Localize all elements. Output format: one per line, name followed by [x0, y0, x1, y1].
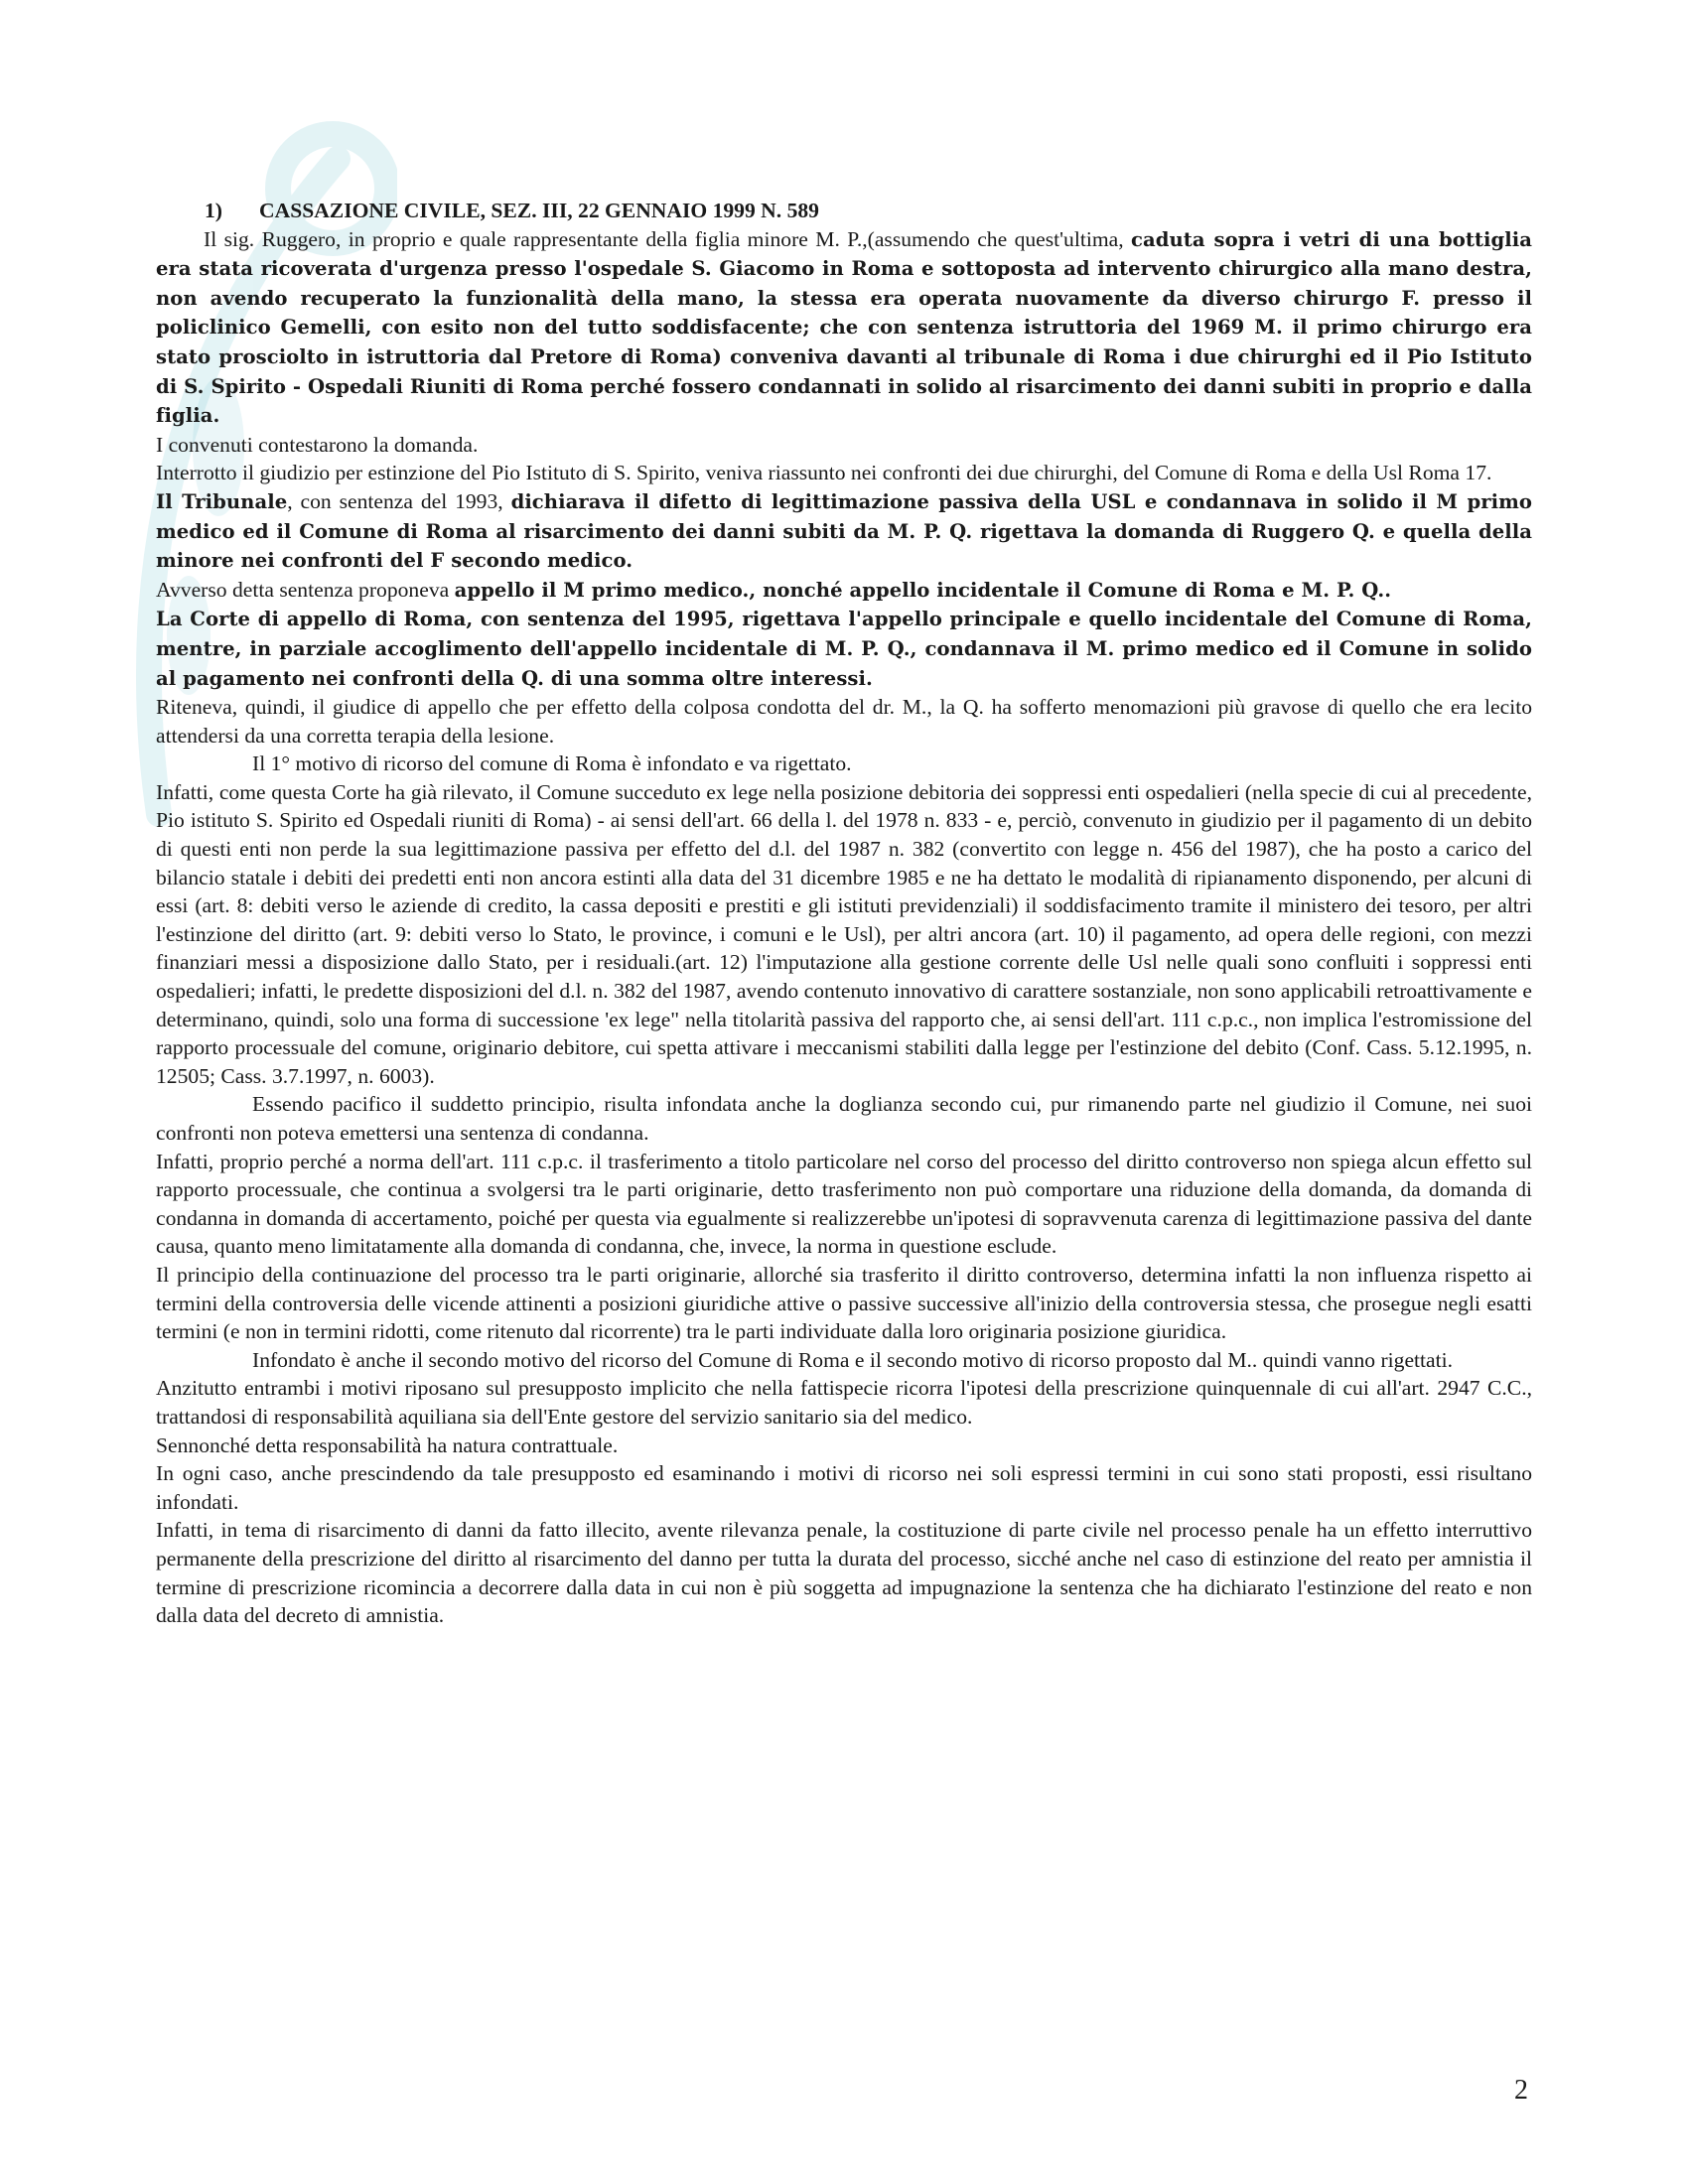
- document-page: [156, 197, 1532, 1630]
- paragraph: [156, 693, 1532, 750]
- text-run: Sennonché detta responsabilità ha natura contrattuale.: [156, 1433, 619, 1457]
- bold-text-run: La Corte di appello di Roma, con sentenza del 1995, rigettava l'appello principale e quello incidentale del Comune di Roma, mentre, in parziale accoglimento dell'appello incidentale di M. P. Q., condannava il M. primo medico ed il Comune in solido al pagamento nei confronti della Q. di una somma oltre interessi.: [156, 608, 1532, 690]
- text-run: Il principio della continuazione del processo tra le parti originarie, allorché sia trasferito il diritto controverso, determina infatti la non influenza rispetto ai termini della controversia delle vicende attinenti a posizioni giuridiche attive o passive successive all'inizio della controversia stessa, che prosegue negli esatti termini (e non in termini ridotti, come ritenuto dal ricorrente) tra le parti individuate dalla loro originaria posizione giuridica.: [156, 1262, 1532, 1344]
- text-run: , con sentenza del 1993,: [287, 488, 511, 513]
- bold-text-run: appello il M primo medico., nonché appello incidentale il Comune di Roma e M. P. Q..: [454, 578, 1392, 602]
- text-run: I convenuti contestarono la domanda.: [156, 432, 479, 457]
- paragraph: [156, 576, 1532, 606]
- bold-text-run: Il Tribunale: [156, 489, 288, 513]
- paragraph: [156, 487, 1532, 576]
- paragraph: [156, 1261, 1532, 1346]
- text-run: Essendo pacifico il suddetto principio, risulta infondata anche la doglianza secondo cui, pur rimanendo parte nel giudizio il Comune, nei suoi confronti non poteva emettersi una sentenza di condanna.: [156, 1092, 1532, 1145]
- paragraph: [156, 1432, 1532, 1460]
- text-run: Interrotto il giudizio per estinzione del Pio Istituto di S. Spirito, veniva riassunto nei confronti dei due chirurghi, del Comune di Roma e della Usl Roma 17.: [156, 461, 1492, 485]
- text-run: Avverso detta sentenza proponeva: [156, 577, 455, 602]
- paragraph: [156, 1148, 1532, 1261]
- text-run: In ogni caso, anche prescindendo da tale presupposto ed esaminando i motivi di ricorso nei soli espressi termini in cui sono stati proposti, essi risultano infondati.: [156, 1461, 1532, 1514]
- paragraph: [156, 1374, 1532, 1431]
- paragraph: [156, 778, 1532, 1091]
- document-body: [156, 225, 1532, 1630]
- text-run: Il 1° motivo di ricorso del comune di Roma è infondato e va rigettato.: [252, 751, 852, 776]
- paragraph: [156, 431, 1532, 460]
- title-text: CASSAZIONE CIVILE, SEZ. III, 22 GENNAIO 1999 N. 589: [259, 199, 819, 222]
- paragraph: [156, 1090, 1532, 1147]
- text-run: Infondato è anche il secondo motivo del ricorso del Comune di Roma e il secondo motivo di ricorso proposto dal M.. quindi vanno rigettati.: [252, 1347, 1454, 1372]
- title-number: 1): [205, 199, 222, 222]
- paragraph: [156, 605, 1532, 693]
- text-run: Riteneva, quindi, il giudice di appello che per effetto della colposa condotta del dr. M., la Q. ha sofferto menomazioni più gravose di quello che era lecito attendersi da una corretta terapia della lesione.: [156, 695, 1532, 748]
- paragraph: [156, 1459, 1532, 1516]
- document-title: [156, 197, 1532, 225]
- page-number: 2: [1514, 2075, 1528, 2106]
- paragraph: [156, 459, 1532, 487]
- text-run: Anzitutto entrambi i motivi riposano sul presupposto implicito che nella fattispecie ricorra l'ipotesi della prescrizione quinquennale di cui all'art. 2947 C.C., trattandosi di responsabilità aquiliana sia dell'Ente gestore del servizio sanitario sia del medico.: [156, 1376, 1532, 1429]
- paragraph: [156, 225, 1532, 431]
- bold-text-run: caduta sopra i vetri di una bottiglia era stata ricoverata d'urgenza presso l'ospedale S. Giacomo in Roma e sottoposta ad intervento chirurgico alla mano destra, non avendo recuperato la funzionalità della mano, la stessa era operata nuovamente da diverso chirurgo F. presso il policlinico Gemelli, con esito non del tutto soddisfacente; che con sentenza istruttoria del 1969 M. il primo chirurgo era stato prosciolto in istruttoria dal Pretore di Roma) conveniva davanti al tribunale di Roma i due chirurghi ed il Pio Istituto di S. Spirito - Ospedali Riuniti di Roma perché fossero condannati in solido al risarcimento dei danni subiti in proprio e dalla figlia.: [156, 227, 1532, 428]
- text-run: Infatti, come questa Corte ha già rilevato, il Comune succeduto ex lege nella posizione debitoria dei soppressi enti ospedalieri (nella specie di cui al precedente, Pio istituto S. Spirito ed Ospedali riuniti di Roma) - ai sensi dell'art. 66 della l. del 1978 n. 833 - e, perciò, convenuto in giudizio per il pagamento di un debito di questi enti non perde la sua legittimazione passiva per effetto del d.l. del 1987 n. 382 (convertito con legge n. 456 del 1987), che ha posto a carico del bilancio statale i debiti dei predetti enti non ancora estinti alla data del 31 dicembre 1985 e ne ha dettato le modalità di ripianamento disponendo, per alcuni di essi (art. 8: debiti verso le aziende di credito, la cassa depositi e prestiti e gli istituti previdenziali) il soddisfacimento tramite il ministero dei tesoro, per altri l'estinzione del diritto (art. 9: debiti verso lo Stato, le province, i comuni e le Usl), per altri ancora (art. 10) il pagamento, ad opera delle regioni, con mezzi finanziari messi a disposizione dallo Stato, per i residuali.(art. 12) l'imputazione alla gestione corrente delle Usl nelle quali sono confluiti i soppressi enti ospedalieri; infatti, le predette disposizioni del d.l. n. 382 del 1987, avendo contenuto innovativo di carattere sostanziale, non sono applicabili retroattivamente e determinano, quindi, solo una forma di successione 'ex lege" nella titolarità passiva del rapporto che, ai sensi dell'art. 111 c.p.c., non implica l'estromissione del rapporto processuale del comune, originario debitore, cui spetta attivare i meccanismi stabiliti dalla legge per l'estinzione del debito (Conf. Cass. 5.12.1995, n. 12505; Cass. 3.7.1997, n. 6003).: [156, 779, 1532, 1088]
- text-run: Infatti, in tema di risarcimento di danni da fatto illecito, avente rilevanza penale, la costituzione di parte civile nel processo penale ha un effetto interruttivo permanente della prescrizione del diritto al risarcimento del danno per tutta la durata del processo, sicché anche nel caso di estinzione del reato per amnistia il termine di prescrizione ricomincia a decorrere dalla data in cui non è più soggetta ad impugnazione la sentenza che ha dichiarato l'estinzione del reato e non dalla data del decreto di amnistia.: [156, 1518, 1532, 1628]
- bold-text-run: dichiarava il difetto di legittimazione passiva della USL e condannava in solido il M primo medico ed il Comune di Roma al risarcimento dei danni subiti da M. P. Q. rigettava la domanda di Ruggero Q. e quella della minore nei confronti del F secondo medico.: [156, 489, 1533, 573]
- text-run: Infatti, proprio perché a norma dell'art. 111 c.p.c. il trasferimento a titolo particolare nel corso del processo del diritto controverso non spiega alcun effetto sul rapporto processuale, che continua a svolgersi tra le parti originarie, detto trasferimento non può comportare una riduzione della domanda, da domanda di condanna in domanda di accertamento, poiché per questa via egualmente si realizzerebbe un'ipotesi di sopravvenuta carenza di legittimazione passiva del dante causa, quanto meno limitatamente alla domanda di condanna, che, invece, la norma in questione esclude.: [156, 1149, 1532, 1259]
- paragraph: [156, 1516, 1532, 1629]
- paragraph: [156, 1346, 1532, 1375]
- paragraph: [156, 750, 1532, 778]
- text-run: Il sig. Ruggero, in proprio e quale rappresentante della figlia minore M. P.,(assumendo che quest'ultima,: [204, 226, 1132, 251]
